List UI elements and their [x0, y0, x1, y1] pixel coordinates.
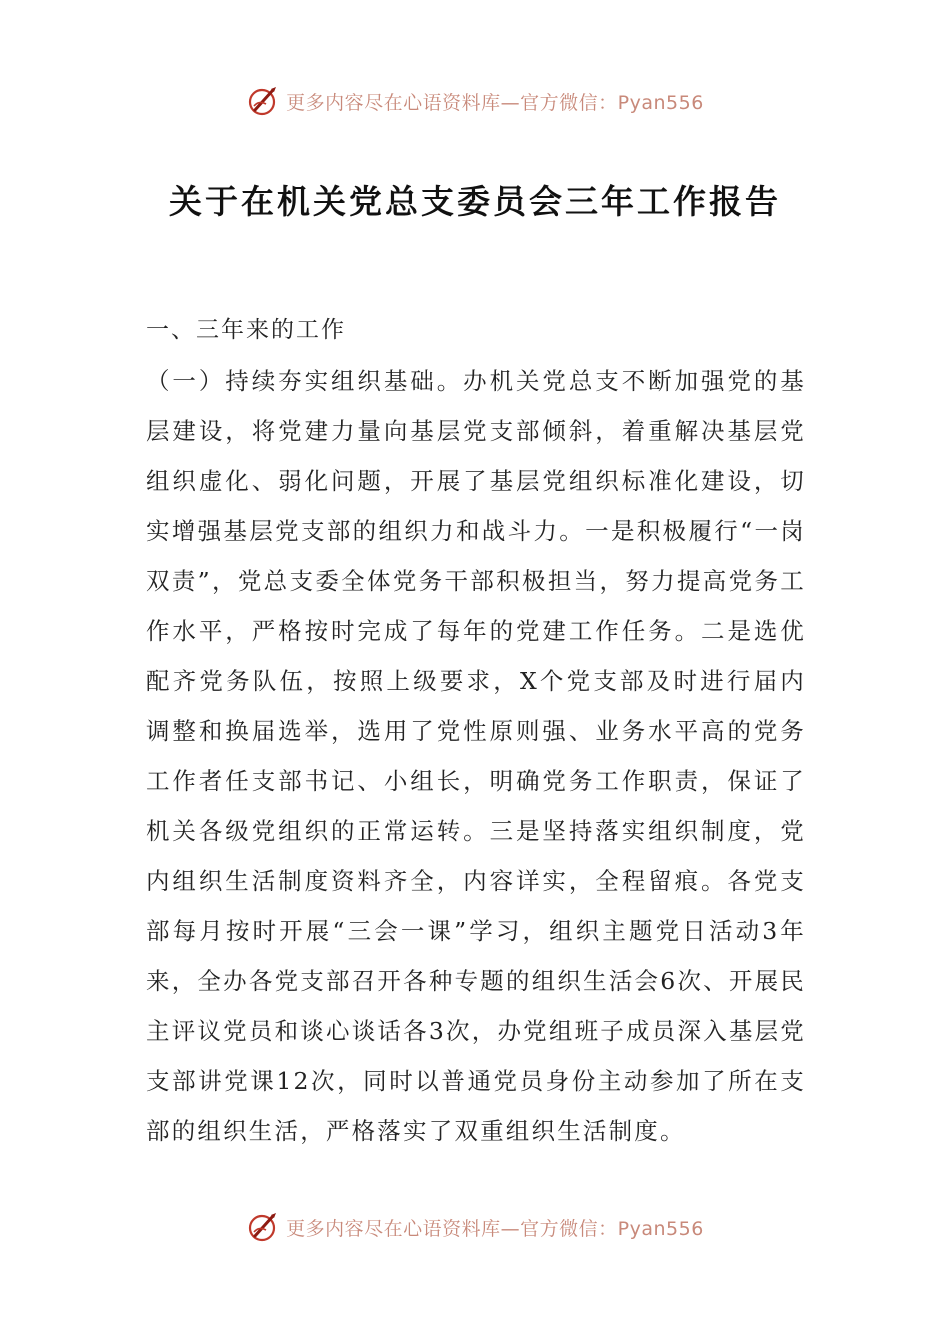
- pen-circle-logo-icon: [246, 84, 280, 118]
- document-body: [146, 310, 806, 1156]
- section-heading: 一、三年来的工作: [146, 317, 346, 343]
- document-title: 关于在机关党总支委员会三年工作报告: [169, 182, 781, 221]
- watermark-text: 更多内容尽在心语资料库—官方微信：Pyan556: [286, 91, 704, 114]
- footer-watermark: [0, 1210, 950, 1244]
- watermark-text: 更多内容尽在心语资料库—官方微信：Pyan556: [286, 1217, 704, 1240]
- header-watermark: [0, 84, 950, 118]
- body-paragraph: （一）持续夯实组织基础。办机关党总支不断加强党的基层建设，将党建力量向基层党支部倾斜，着重解决基层党组织虚化、弱化问题，开展了基层党组织标准化建设，切实增强基层党支部的组织力和战斗力。一是积极履行“一岗双责”，党总支委全体党务干部积极担当，努力提高党务工作水平，严格按时完成了每年的党建工作任务。二是选优配齐党务队伍，按照上级要求，X个党支部及时进行届内调整和换届选举，选用了党性原则强、业务水平高的党务工作者任支部书记、小组长，明确党务工作职责，保证了机关各级党组织的正常运转。三是坚持落实组织制度，党内组织生活制度资料齐全，内容详实，全程留痕。各党支部每月按时开展“三会一课”学习，组织主题党日活动3年来，全办各党支部召开各种专题的组织生活会6次、开展民主评议党员和谈心谈话各3次，办党组班子成员深入基层党支部讲党课12次，同时以普通党员身份主动参加了所在支部的组织生活，严格落实了双重组织生活制度。: [146, 367, 806, 1145]
- pen-circle-logo-icon: [246, 1210, 280, 1244]
